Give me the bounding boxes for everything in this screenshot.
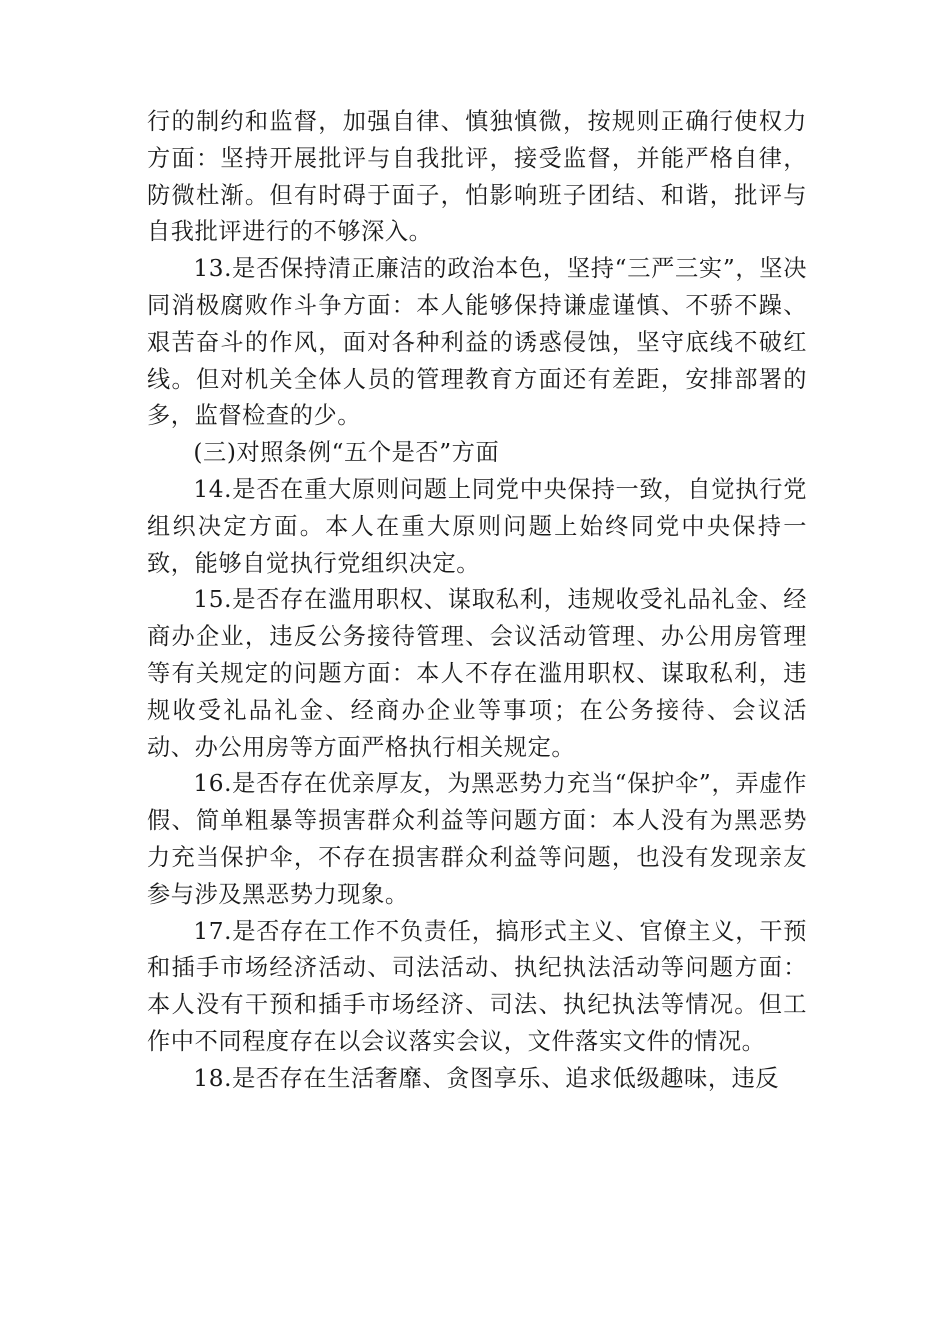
section-heading-3: (三)对照条例“五个是否”方面 <box>193 439 500 467</box>
paragraph-item-14: 14.是否在重大原则问题上同党中央保持一致，自觉执行党组织决定方面。本人在重大原则问题上始终同党中央保持一致，能够自觉执行党组织决定。 <box>147 475 807 577</box>
paragraph-item-18: 18.是否存在生活奢靡、贪图享乐、追求低级趣味，违反 <box>193 1064 780 1092</box>
paragraph-item-16: 16.是否存在优亲厚友，为黑恶势力充当“保护伞”，弄虚作假、简单粗暴等损害群众利益等问题方面：本人没有为黑恶势力充当保护伞，不存在损害群众利益等问题，也没有发现亲友参与涉及黑恶势力现象。 <box>147 770 807 908</box>
paragraph-continued: 行的制约和监督，加强自律、慎独慎微，按规则正确行使权力方面：坚持开展批评与自我批评，接受监督，并能严格自律，防微杜渐。但有时碍于面子，怕影响班子团结、和谐，批评与自我批评进行的不够深入。 <box>147 108 807 246</box>
paragraph-item-17: 17.是否存在工作不负责任，搞形式主义、官僚主义，干预和插手市场经济活动、司法活动、执纪执法活动等问题方面：本人没有干预和插手市场经济、司法、执纪执法等情况。但工作中不同程度存在以会议落实会议，文件落实文件的情况。 <box>147 917 807 1055</box>
paragraph-item-13: 13.是否保持清正廉洁的政治本色，坚持“三严三实”，坚决同消极腐败作斗争方面：本人能够保持谦虚谨慎、不骄不躁、艰苦奋斗的作风，面对各种利益的诱惑侵蚀，坚守底线不破红线。但对机关全体人员的管理教育方面还有差距，安排部署的多，监督检查的少。 <box>147 255 807 430</box>
paragraph-item-15: 15.是否存在滥用职权、谋取私利，违规收受礼品礼金、经商办企业，违反公务接待管理、会议活动管理、办公用房管理等有关规定的问题方面：本人不存在滥用职权、谋取私利，违规收受礼品礼金、经商办企业等事项；在公务接待、会议活动、办公用房等方面严格执行相关规定。 <box>147 586 807 761</box>
document-page <box>147 104 807 1098</box>
